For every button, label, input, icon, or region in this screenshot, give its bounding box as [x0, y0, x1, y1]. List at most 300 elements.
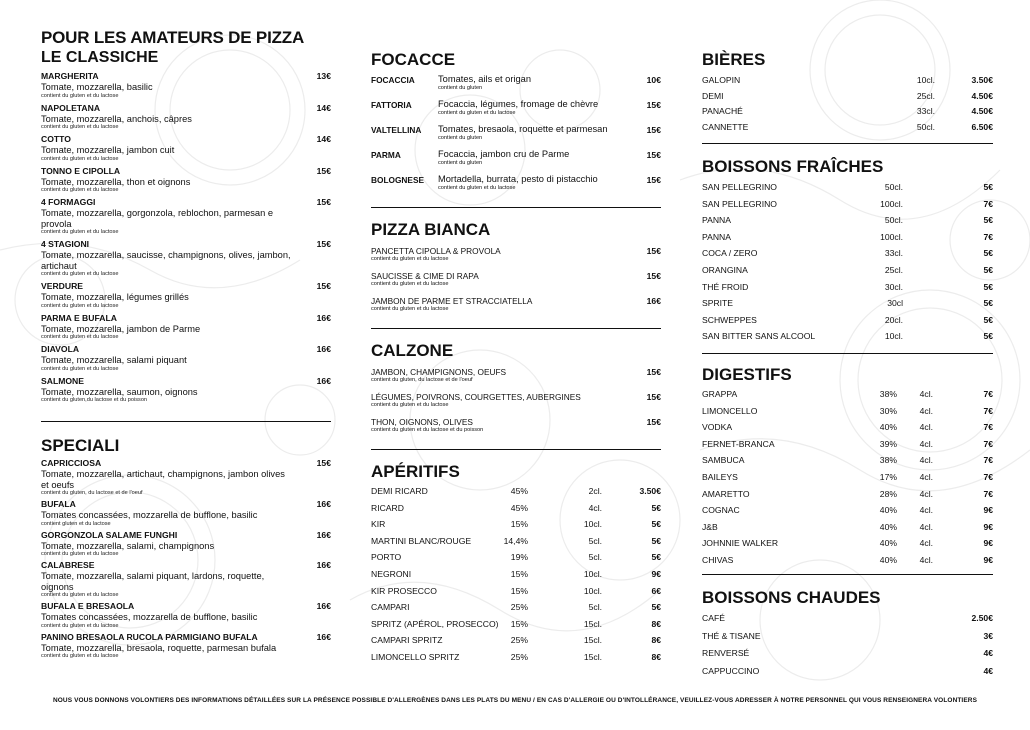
drink-row [702, 296, 993, 313]
item-name: 4 FORMAGGI [41, 197, 96, 207]
item-description: Tomate, mozzarella, salami, champignons [41, 540, 215, 551]
item-name: TONNO E CIPOLLA [41, 165, 121, 176]
drink-volume: 4cl. [919, 505, 933, 516]
drink-price: 7€ [983, 438, 993, 449]
item-description: Tomate, mozzarella, bresaola, roquette, parmesan bufala [41, 642, 277, 653]
allergen-footer: NOUS VOUS DONNONS VOLONTIERS DES INFORMATIONS DÉTAILLÉES SUR LA PRÉSENCE POSSIBLE D'ALLERGÈNES DANS LES PLATS DU MENU / EN CAS D'ALLERGIE OU D'INTOLLÉRANCE, VEUILLEZ-VOUS ADRESSER À NOTRE PERSONNEL QUI VOUS RENSEIGNERA VOLONTIERS [52, 697, 977, 704]
item-name: COTTO [41, 134, 71, 144]
drink-volume: 33cl. [916, 106, 935, 116]
drink-row [702, 263, 993, 280]
drink-volume: 5cl. [588, 602, 602, 613]
item-price: 16€ [316, 601, 331, 611]
drink-degree: 14,4% [503, 535, 528, 546]
item-name: MARGHERITA [41, 71, 99, 81]
allergen-note: contient du gluten et du lactose [41, 334, 119, 340]
item-name: JAMBON, CHAMPIGNONS, OEUFS [371, 367, 507, 377]
drink-price: 6€ [651, 585, 661, 596]
column-pizzas [41, 28, 331, 660]
drink-volume: 25cl. [916, 90, 935, 101]
drink-volume: 100cl. [880, 231, 903, 242]
item-price: 16€ [316, 312, 331, 323]
item-price: 15€ [646, 150, 661, 160]
drink-volume: 10cl. [583, 519, 602, 530]
item-price: 15€ [316, 165, 331, 176]
drink-volume: 4cl. [919, 438, 933, 449]
item-price: 15€ [316, 458, 331, 468]
drink-price: 7€ [983, 388, 993, 399]
item-price: 15€ [646, 392, 661, 402]
menu-item [371, 390, 661, 415]
drink-price: 4.50€ [971, 90, 993, 101]
drink-name: PANNA [702, 215, 731, 226]
drink-volume: 10cl. [884, 331, 903, 342]
drink-row [371, 633, 661, 650]
drink-price: 3€ [983, 630, 993, 641]
bieres-list [702, 73, 993, 135]
drink-row [702, 197, 993, 214]
item-name: JAMBON DE PARME ET STRACCIATELLA [371, 296, 533, 306]
drink-name: AMARETTO [702, 488, 750, 499]
drink-name: VODKA [702, 422, 733, 433]
drink-row [371, 517, 661, 534]
menu-item [41, 376, 331, 405]
drink-name: RENVERSÉ [702, 648, 750, 659]
drink-degree: 17% [879, 471, 897, 482]
item-description: Tomate, mozzarella, légumes grillés [41, 292, 189, 302]
item-price: 14€ [316, 134, 331, 144]
section-title-focacce: FOCACCE [371, 50, 456, 69]
allergen-note: contient du gluten et du lactose [41, 187, 119, 193]
aperitifs-list [371, 484, 661, 667]
drink-degree: 38% [879, 388, 897, 399]
drink-volume: 4cl. [919, 488, 933, 499]
drink-volume: 4cl. [919, 455, 933, 466]
item-description: Tomate, mozzarella, basilic [41, 82, 153, 92]
drink-name: CAMPARI [371, 602, 410, 613]
item-name: LÉGUMES, POIVRONS, COURGETTES, AUBERGINES [371, 392, 581, 402]
allergen-note: contient du gluten et du lactose [438, 110, 516, 116]
drink-price: 5€ [651, 602, 661, 613]
allergen-note: contient du gluten et du lactose [371, 256, 449, 262]
item-price: 13€ [316, 71, 331, 81]
item-price: 16€ [646, 296, 661, 306]
divider [702, 574, 993, 575]
drink-price: 9€ [983, 521, 993, 532]
allergen-note: contient du gluten et du lactose [371, 281, 449, 287]
drink-name: SCHWEPPES [702, 314, 757, 325]
drink-name: CAPPUCCINO [702, 665, 760, 676]
drink-degree: 25% [510, 651, 528, 662]
item-name: CAPRICCIOSA [41, 458, 102, 468]
menu-item [371, 294, 661, 319]
page-title: POUR LES AMATEURS DE PIZZA [41, 28, 305, 47]
drink-price: 5€ [651, 552, 661, 563]
item-name: VERDURE [41, 281, 84, 291]
drink-volume: 15cl. [583, 618, 602, 629]
divider [702, 353, 993, 354]
drink-row [702, 280, 993, 297]
drink-degree: 25% [510, 635, 528, 646]
item-name: SAUCISSE & CIME DI RAPA [371, 271, 479, 281]
speciali-list [41, 458, 331, 660]
allergen-note: contient du gluten [438, 135, 483, 141]
drink-price: 8€ [651, 635, 661, 646]
drink-volume: 4cl. [919, 405, 933, 416]
item-name: PANCETTA CIPOLLA & PROVOLA [371, 246, 501, 256]
drink-volume: 100cl. [880, 198, 903, 209]
allergen-note: contient du gluten et du lactose [41, 124, 119, 130]
drink-row [371, 617, 661, 634]
drink-name: DEMI RICARD [371, 486, 428, 496]
menu-item [41, 166, 331, 195]
drink-volume: 5cl. [588, 552, 602, 563]
drink-name: FERNET-BRANCA [702, 438, 775, 449]
allergen-note: contient du gluten [438, 85, 483, 91]
focacce-list [371, 73, 661, 198]
drink-degree: 30% [879, 405, 897, 416]
drink-volume: 50cl. [884, 215, 903, 226]
allergen-note: contient du gluten [438, 160, 483, 166]
allergen-note: contient du gluten et du lactose [41, 551, 119, 557]
drink-volume: 50cl. [916, 121, 935, 132]
drink-volume: 30cl. [884, 281, 903, 292]
drink-price: 4€ [983, 648, 993, 659]
drink-name: THÉ & TISANE [702, 630, 761, 641]
item-name: PARMA [371, 150, 401, 160]
section-title-bieres: BIÈRES [702, 50, 766, 69]
drink-name: JOHNNIE WALKER [702, 538, 779, 549]
allergen-note: contient du gluten et du lactose [41, 592, 119, 598]
section-title-chaudes: BOISSONS CHAUDES [702, 588, 881, 608]
drink-volume: 30cl [887, 298, 903, 309]
drink-price: 5€ [651, 519, 661, 530]
item-name: PARMA E BUFALA [41, 312, 117, 323]
item-price: 15€ [646, 246, 661, 256]
divider [371, 449, 661, 450]
drink-price: 4.50€ [971, 106, 993, 116]
item-price: 16€ [316, 375, 331, 386]
drink-volume: 10cl. [583, 568, 602, 579]
drink-price: 7€ [983, 471, 993, 482]
menu-item [41, 344, 331, 373]
drink-degree: 28% [879, 488, 897, 499]
allergen-note: contient du gluten et du lactose [41, 653, 119, 659]
drink-price: 7€ [983, 198, 993, 209]
drink-name: KIR [371, 519, 386, 530]
section-title-fraiches: BOISSONS FRAÎCHES [702, 157, 884, 176]
menu-item [41, 499, 331, 528]
menu-item [371, 365, 661, 390]
drink-degree: 25% [510, 602, 528, 613]
section-title-classiche: LE CLASSICHE [41, 49, 159, 66]
item-price: 15€ [646, 175, 661, 185]
drink-degree: 45% [510, 486, 528, 496]
chaudes-list [702, 611, 993, 681]
drink-degree: 15% [510, 618, 528, 629]
menu-item [41, 632, 331, 661]
item-name: SALMONE [41, 375, 84, 386]
item-price: 16€ [316, 344, 331, 354]
column-focacce [371, 50, 661, 667]
drink-price: 5€ [983, 264, 993, 275]
item-description: Focaccia, jambon cru de Parme [438, 149, 570, 159]
drink-degree: 19% [510, 552, 528, 563]
drink-degree: 45% [510, 502, 528, 513]
item-description: Tomate, mozzarella, jambon cuit [41, 145, 175, 155]
drink-price: 5€ [983, 331, 993, 342]
drink-name: SAMBUCA [702, 455, 745, 466]
item-price: 15€ [646, 367, 661, 377]
item-description: Tomate, mozzarella, artichaut, champignons, jambon olives et oeufs [41, 469, 285, 490]
drink-price: 5€ [983, 182, 993, 192]
drink-price: 7€ [983, 231, 993, 242]
drink-row [702, 646, 993, 664]
drink-volume: 10cl. [916, 75, 935, 85]
item-description: Tomate, mozzarella, gorgonzola, reblochon, parmesan e provola [41, 208, 274, 229]
menu-item [41, 103, 331, 132]
drink-name: ORANGINA [702, 264, 748, 275]
drink-degree: 39% [879, 438, 897, 449]
drink-price: 9€ [983, 554, 993, 565]
drink-name: MARTINI BLANC/ROUGE [371, 535, 472, 546]
drink-name: LIMONCELLO SPRITZ [371, 651, 460, 662]
section-title-aperitifs: APÉRITIFS [371, 462, 460, 481]
drink-row [702, 437, 993, 454]
item-price: 15€ [646, 271, 661, 281]
menu-item [371, 123, 661, 148]
drink-row [702, 611, 993, 629]
item-price: 16€ [316, 560, 331, 570]
menu-item [371, 244, 661, 269]
drink-row [371, 534, 661, 551]
allergen-note: contient du gluten et du lactose [371, 402, 449, 408]
divider [371, 328, 661, 329]
drink-degree: 38% [879, 455, 897, 466]
drink-price: 7€ [983, 455, 993, 466]
drink-price: 5€ [983, 281, 993, 292]
item-description: Tomate, mozzarella, jambon de Parme [41, 323, 201, 334]
drink-row [371, 501, 661, 518]
section-title-bianca: PIZZA BIANCA [371, 220, 491, 239]
drink-volume: 4cl. [919, 422, 933, 433]
menu-item [371, 73, 661, 98]
drink-name: PANACHÉ [702, 106, 743, 116]
item-description: Tomates, bresaola, roquette et parmesan [438, 124, 608, 134]
item-price: 14€ [316, 102, 331, 113]
drink-row [702, 213, 993, 230]
drink-volume: 25cl. [884, 264, 903, 275]
drink-degree: 15% [510, 568, 528, 579]
allergen-note: contient du gluten,du lactose et du poisson [41, 397, 148, 403]
drink-degree: 15% [510, 519, 528, 530]
drink-name: THÉ FROID [702, 281, 749, 292]
menu-item [371, 415, 661, 440]
drink-degree: 15% [510, 585, 528, 596]
item-name: BUFALA E BRESAOLA [41, 601, 135, 611]
item-price: 15€ [316, 239, 331, 249]
item-description: Tomates concassées, mozzarella de bufflone, basilic [41, 612, 258, 622]
drink-row [702, 120, 993, 136]
item-name: BOLOGNESE [371, 175, 425, 185]
item-description: Tomate, mozzarella, anchois, câpres [41, 113, 192, 124]
item-description: Focaccia, légumes, fromage de chèvre [438, 99, 599, 109]
classiche-list [41, 71, 331, 404]
item-description: Tomate, mozzarella, thon et oignons [41, 176, 191, 187]
item-name: FOCACCIA [371, 75, 415, 85]
drink-name: SAN PELLEGRINO [702, 198, 777, 209]
allergen-note: contient du gluten et du lactose [41, 271, 119, 277]
item-name: THON, OIGNONS, OLIVES [371, 417, 473, 427]
drink-volume: 4cl. [919, 538, 933, 549]
item-name: DIAVOLA [41, 344, 80, 354]
menu-item [41, 601, 331, 630]
item-name: NAPOLETANA [41, 102, 101, 113]
drink-name: BAILEYS [702, 471, 738, 482]
drink-name: SAN BITTER SANS ALCOOL [702, 331, 816, 342]
drink-volume: 5cl. [588, 535, 602, 546]
item-name: BUFALA [41, 499, 76, 509]
drink-row [702, 89, 993, 105]
drink-degree: 40% [879, 521, 897, 532]
drink-row [702, 503, 993, 520]
drink-row [702, 536, 993, 553]
allergen-note: contient du gluten et du lactose [41, 622, 119, 629]
drink-row [371, 584, 661, 601]
drink-name: CHIVAS [702, 554, 734, 565]
drink-row [702, 487, 993, 504]
divider [371, 207, 661, 208]
drink-name: PANNA [702, 231, 731, 242]
item-name: CALABRESE [41, 560, 95, 570]
drink-price: 9€ [651, 568, 661, 579]
drink-row [702, 230, 993, 247]
drink-volume: 4cl. [919, 521, 933, 532]
drink-row [702, 664, 993, 682]
item-name: FATTORIA [371, 100, 412, 110]
drink-volume: 10cl. [583, 585, 602, 596]
drink-price: 9€ [983, 538, 993, 549]
item-price: 15€ [646, 125, 661, 135]
drink-row [702, 180, 993, 197]
fraiches-list [702, 180, 993, 346]
drink-degree: 40% [879, 505, 897, 516]
drink-row [371, 550, 661, 567]
drink-volume: 2cl. [588, 486, 602, 496]
menu-item [371, 148, 661, 173]
drink-price: 2.50€ [971, 613, 993, 624]
drink-volume: 50cl. [884, 182, 903, 192]
drink-row [702, 73, 993, 89]
drink-price: 8€ [651, 651, 661, 662]
drink-price: 5€ [983, 298, 993, 309]
drink-price: 6.50€ [971, 121, 993, 132]
section-title-calzone: CALZONE [371, 341, 454, 360]
drink-name: GRAPPA [702, 388, 738, 399]
drink-name: DEMI [702, 90, 724, 101]
allergen-note: contient du gluten et du lactose [41, 302, 119, 309]
drink-name: PORTO [371, 552, 402, 563]
item-description: Tomates concassées, mozzarella de bufflone, basilic [41, 510, 258, 520]
drink-degree: 40% [879, 422, 897, 433]
item-price: 16€ [316, 631, 331, 642]
item-name: GORGONZOLA SALAME FUNGHI [41, 529, 178, 540]
drink-volume: 33cl. [884, 248, 903, 259]
drink-name: LIMONCELLO [702, 405, 758, 416]
allergen-note: contient du gluten et du lactose et du poisson [371, 427, 484, 433]
drink-volume: 4cl. [919, 388, 933, 399]
menu-item [371, 98, 661, 123]
item-price: 16€ [316, 529, 331, 540]
drink-name: COCA / ZERO [702, 248, 758, 259]
divider [41, 421, 331, 422]
drink-price: 7€ [983, 488, 993, 499]
allergen-note: contient gluten et du lactose [41, 520, 111, 527]
drink-row [702, 629, 993, 647]
menu-item [41, 530, 331, 559]
allergen-note: contient du gluten et du lactose [41, 365, 119, 372]
drink-row [702, 453, 993, 470]
drink-degree: 40% [879, 538, 897, 549]
menu-item [41, 71, 331, 100]
item-description: Tomate, mozzarella, saumon, oignons [41, 386, 198, 397]
item-price: 15€ [646, 417, 661, 427]
drink-volume: 4cl. [919, 471, 933, 482]
drink-name: GALOPIN [702, 75, 741, 85]
section-title-digestifs: DIGESTIFS [702, 364, 792, 384]
allergen-note: contient du gluten et du lactose [41, 155, 119, 162]
divider [702, 143, 993, 144]
drink-name: CAMPARI SPRITZ [371, 635, 443, 646]
bianca-list [371, 244, 661, 319]
drink-name: SAN PELLEGRINO [702, 182, 777, 192]
drink-volume: 4cl. [919, 554, 933, 565]
drink-name: COGNAC [702, 505, 740, 516]
drink-volume: 15cl. [583, 651, 602, 662]
drink-name: KIR PROSECCO [371, 585, 437, 596]
drink-row [702, 470, 993, 487]
drink-degree: 40% [879, 554, 897, 565]
drink-row [371, 484, 661, 501]
item-price: 15€ [316, 197, 331, 207]
item-price: 16€ [316, 499, 331, 509]
drink-row [702, 553, 993, 570]
drink-row [702, 246, 993, 263]
menu-item [41, 134, 331, 163]
drink-row [702, 420, 993, 437]
digestifs-list [702, 387, 993, 570]
item-description: Tomate, mozzarella, saucisse, champignons, olives, jambon, artichaut [41, 250, 291, 271]
drink-price: 5€ [651, 535, 661, 546]
menu-item [371, 173, 661, 198]
item-description: Tomate, mozzarella, salami piquant [41, 355, 187, 365]
allergen-note: contient du gluten et du lactose [371, 306, 449, 312]
drink-name: SPRITZ (APÉROL, PROSECCO) [371, 618, 499, 629]
drink-price: 5€ [983, 314, 993, 325]
drink-name: RICARD [371, 502, 404, 513]
item-price: 10€ [646, 75, 661, 85]
calzone-list [371, 365, 661, 440]
drink-price: 5€ [651, 502, 661, 513]
allergen-note: contient du gluten et du lactose [41, 92, 119, 99]
drink-name: SPRITE [702, 298, 734, 309]
drink-row [371, 600, 661, 617]
drink-row [702, 520, 993, 537]
section-title-speciali: SPECIALI [41, 436, 120, 455]
drink-name: J&B [702, 521, 718, 532]
drink-name: CANNETTE [702, 121, 749, 132]
drink-price: 9€ [983, 505, 993, 516]
menu-item [41, 281, 331, 310]
